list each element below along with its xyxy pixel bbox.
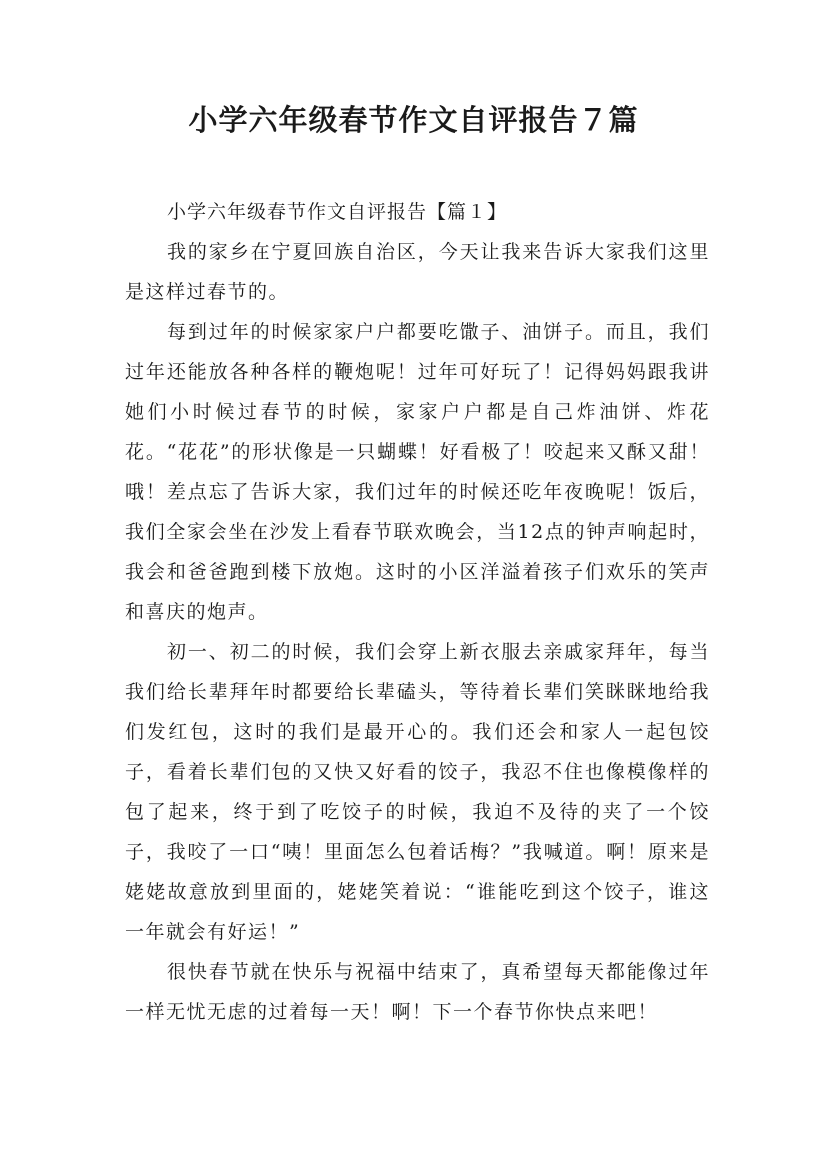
paragraph-2: 每到过年的时候家家户户都要吃馓子、油饼子。而且，我们过年还能放各种各样的鞭炮呢！过年可好玩了！记得妈妈跟我讲她们小时候过春节的时候，家家户户都是自己炸油饼、炸花花。“花花”的形状像是一只蝴蝶！好看极了！咬起来又酥又甜！哦！差点忘了告诉大家，我们过年的时候还吃年夜晚呢！饭后，我们全家会坐在沙发上看春节联欢晚会，当12点的钟声响起时，我会和爸爸跑到楼下放炮。这时的小区洋溢着孩子们欢乐的笑声和喜庆的炮声。 xyxy=(125,321,710,623)
section-heading: 小学六年级春节作文自评报告【篇１】 xyxy=(167,201,508,223)
document-body xyxy=(125,192,710,1032)
document-title: 小学六年级春节作文自评报告７篇 xyxy=(188,103,639,137)
paragraph-4: 很快春节就在快乐与祝福中结束了，真希望每天都能像过年一样无忧无虑的过着每一天！啊！下一个春节你快点来吧！ xyxy=(125,961,710,1023)
paragraph-3: 初一、初二的时候，我们会穿上新衣服去亲戚家拜年，每当我们给长辈拜年时都要给长辈磕头，等待着长辈们笑眯眯地给我们发红包，这时的我们是最开心的。我们还会和家人一起包饺子，看着长辈们包的又快又好看的饺子，我忍不住也像模像样的包了起来，终于到了吃饺子的时候，我迫不及待的夹了一个饺子，我咬了一口“咦！里面怎么包着话梅？”我喊道。啊！原来是姥姥故意放到里面的，姥姥笑着说：“谁能吃到这个饺子，谁这一年就会有好运！” xyxy=(125,641,710,943)
paragraph-1: 我的家乡在宁夏回族自治区，今天让我来告诉大家我们这里是这样过春节的。 xyxy=(125,241,710,303)
